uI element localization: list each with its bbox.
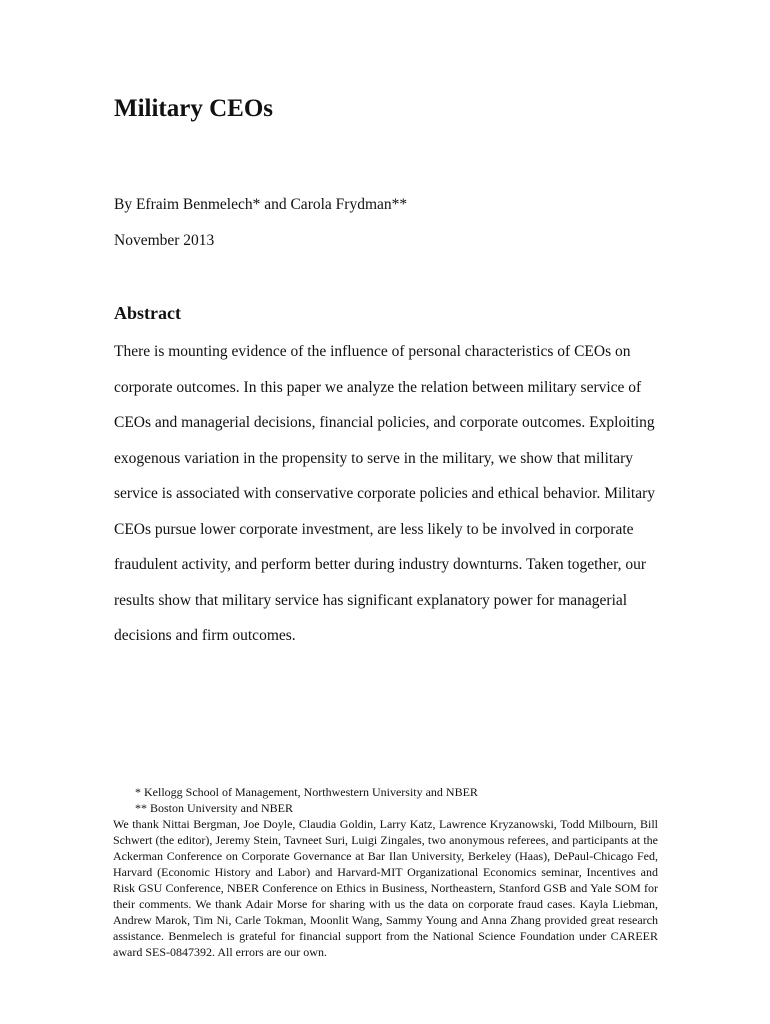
abstract-line: corporate outcomes. In this paper we analyze the relation between military service of bbox=[114, 378, 642, 396]
publication-date: November 2013 bbox=[114, 232, 215, 249]
abstract-body bbox=[114, 342, 674, 662]
author-affiliation-1: * Kellogg School of Management, Northwestern University and NBER bbox=[135, 785, 478, 799]
abstract-line: fraudulent activity, and perform better during industry downturns. Taken together, our bbox=[114, 556, 647, 573]
abstract-line: results show that military service has significant explanatory power for managerial bbox=[114, 591, 628, 609]
paper-title: Military CEOs bbox=[114, 95, 274, 122]
abstract-line: service is associated with conservative corporate policies and ethical behavior. Military bbox=[114, 485, 656, 502]
abstract-line: exogenous variation in the propensity to serve in the military, we show that military bbox=[114, 449, 633, 467]
abstract-line: CEOs and managerial decisions, financial policies, and corporate outcomes. Exploiting bbox=[114, 414, 655, 431]
footnotes bbox=[113, 784, 658, 960]
abstract-heading: Abstract bbox=[114, 303, 181, 323]
abstract-line: CEOs pursue lower corporate investment, are less likely to be involved in corporate bbox=[114, 520, 634, 538]
author-byline: By Efraim Benmelech* and Carola Frydman** bbox=[114, 196, 408, 213]
acknowledgments: We thank Nittai Bergman, Joe Doyle, Claudia Goldin, Larry Katz, Lawrence Kryzanowski, Todd Milbourn, Bill Schwert (the editor), Jeremy Stein, Tavneet Suri, Luigi Zingales, two anonymous referees, and participants at the Ackerman Conference on Corporate Governance at Bar Ilan University, Berkeley (Haas), DePaul-Chicago Fed, Harvard (Economic History and Labor) and Harvard-MIT Organizational Economics seminar, Incentives and Risk GSU Conference, NBER Conference on Ethics in Business, Northeastern, Stanford GSB and Yale SOM for their comments. We thank Adair Morse for sharing with us the data on corporate fraud cases. Kayla Liebman, Andrew Marok, Tim Ni, Carle Tokman, Moonlit Wang, Sammy Young and Anna Zhang provided great research assistance. Benmelech is grateful for financial support from the National Science Foundation under CAREER award SES-0847392. All errors are our own. bbox=[113, 817, 658, 959]
author-affiliation-2: ** Boston University and NBER bbox=[135, 801, 293, 815]
abstract-line: There is mounting evidence of the influence of personal characteristics of CEOs on bbox=[114, 343, 631, 360]
abstract-line: decisions and firm outcomes. bbox=[114, 627, 296, 644]
